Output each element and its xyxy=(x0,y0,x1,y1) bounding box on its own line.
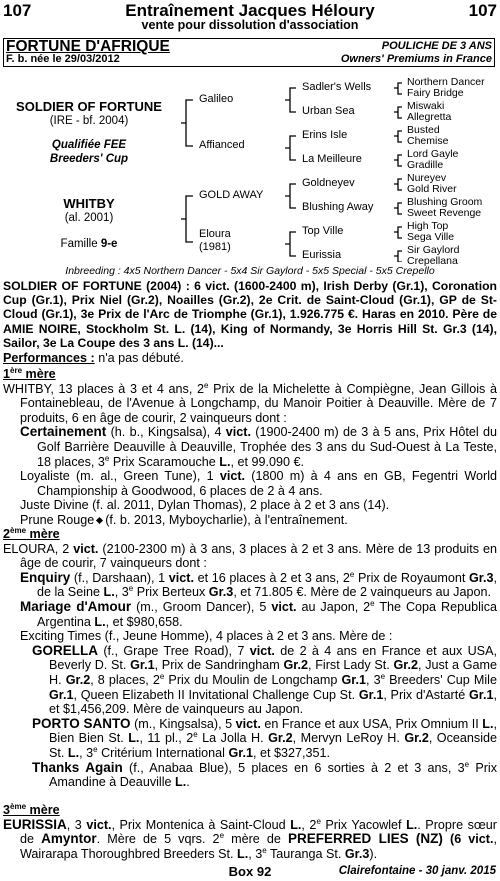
pedigree-gen4: Northern Dancer xyxy=(407,76,485,88)
produce-exciting-times: Exciting Times (f., Jeune Homme), 4 places à 2 et 3 ans. Mère de : xyxy=(20,629,393,644)
dam-origin: (al. 2001) xyxy=(64,212,114,224)
produce-porto-santo: PORTO SANTO (m., Kingsalsa), 5 vict. en France et aux USA, Prix Omnium II L., Bien Bien St. L., 11 pl., 2e La Jolla H. Gr.2, Mervyn LeRoy H. Gr.2, Oceanside St. L., 3e Critérium International Gr.1, et $327,351. xyxy=(32,715,498,760)
section-heading: 2ème mère xyxy=(3,525,60,541)
dam-paragraph: EURISSIA, 3 vict., Prix Montenica à Saint-Cloud L., 2e Prix Yacowlef L.. Propre sœur de Amyntor. Mère de 5 vqrs. 2e mère de PREFERRED LIES (NZ) (6 vict., Wairarapa Thoroughbred Breeders St. L., 3e Tauranga St. Gr.3). xyxy=(3,816,497,861)
pedigree-gen4: High Top xyxy=(407,220,449,232)
pedigree-gen2: Galileo xyxy=(199,93,234,105)
sire-qualification: Qualifiée FEE xyxy=(51,139,127,151)
pedigree-gen2: (1981) xyxy=(199,241,231,253)
sire-breeders-cup: Breeders' Cup xyxy=(49,153,129,165)
pedigree-gen2: Eloura xyxy=(199,228,231,240)
horse-name: FORTUNE D'AFRIQUE xyxy=(6,38,170,55)
produce-gorella: GORELLA (f., Grape Tree Road), 7 vict. de 2 à 4 ans en France et aux USA, Beverly D. St. Gr.1, Prix de Sandringham Gr.2, First Lady St. Gr.2, Just a Game H. Gr.2, 8 places, 2e Prix du Moulin de Longchamp Gr.1, 3e Breeders' Cup Mile Gr.1, Queen Elizabeth II Invitational Challenge Cup St. Gr.1, Prix d'Astarté Gr.1, et $1,456,209. Mère de vainqueurs au Japon. xyxy=(32,642,497,717)
page-subtitle: vente pour dissolution d'association xyxy=(141,18,359,32)
horse-birth: F. b. née le 29/03/2012 xyxy=(6,53,120,65)
inbreeding-line: Inbreeding : 4x5 Northern Dancer - 5x4 Sir Gaylord - 5x5 Special - 5x5 Crepello xyxy=(65,265,435,277)
lot-number-right: 107 xyxy=(468,1,497,20)
lot-number-left: 107 xyxy=(3,1,32,20)
pedigree-gen4: Blushing Groom xyxy=(407,196,483,208)
produce-prune-rouge: Prune Rouge (f. b. 2013, Myboycharlie), à l'entraînement. xyxy=(20,512,348,527)
pedigree-gen4: Chemise xyxy=(407,135,449,147)
produce-thanks-again: Thanks Again (f., Anabaa Blue), 5 places en 6 sorties à 2 et 3 ans, 3e Prix Amandine à Deauville L.. xyxy=(32,759,498,790)
dam-name: WHITBY xyxy=(63,196,115,211)
pedigree-gen3: Blushing Away xyxy=(302,201,374,213)
pedigree-gen3: Sadler's Wells xyxy=(302,81,372,93)
pedigree-gen4: Sir Gaylord xyxy=(407,244,460,256)
pedigree-gen4: Sweet Revenge xyxy=(407,207,482,219)
dam-paragraph: ELOURA, 2 vict. (2100-2300 m) à 3 ans, 3 places à 2 et 3 ans. Mère de 13 produits en âge de courir, 7 vainqueurs dont : xyxy=(3,541,497,571)
section-mere-1 xyxy=(3,367,497,528)
produce-juste-divine: Juste Divine (f. al. 2011, Dylan Thomas), 2 place à 2 et 3 ans (14). xyxy=(20,498,390,513)
pedigree-gen3: Urban Sea xyxy=(302,105,355,117)
pedigree-gen4: Lord Gayle xyxy=(407,148,459,160)
pedigree-gen4: Crepellana xyxy=(407,255,458,267)
pedigree-gen2: GOLD AWAY xyxy=(199,189,264,201)
sire-description: SOLDIER OF FORTUNE (2004) : 6 vict. (1600-2400 m), Irish Derby (Gr.1), Coronation Cup (Gr.1), Prix Niel (Gr.2), Noailles (Gr.2), 2e Crit. de Saint-Cloud (Gr.1), GP de St-Cloud (Gr.1), 3e Prix de l'Arc de Triomphe (Gr.1), 1.926.775 €. Haras en 2010. Père de AMIE NOIRE, Stockholm St. L. (14), King of Normandy, 3e Horris Hill St. Gr.3 (14), Sailor, 3e La Coupe des 3 ans L. (14)... xyxy=(3,279,497,350)
sale-info: Clairefontaine - 30 janv. 2015 xyxy=(338,865,496,877)
pedigree-gen3: Goldneyev xyxy=(302,177,355,189)
pedigree-gen4: Gradille xyxy=(407,159,444,171)
produce-loyaliste: Loyaliste (m. al., Green Tune), 1 vict. (1800 m) à 4 ans en GB, Fegentri World Championship à Goodwood, 6 places de 2 à 4 ans. xyxy=(20,469,498,498)
section-mere-3 xyxy=(3,803,497,861)
pedigree-gen3: Eurissia xyxy=(302,249,342,261)
pedigree-gen4: Busted xyxy=(407,124,440,136)
produce-mariage-d-amour: Mariage d'Amour (m., Groom Dancer), 5 vict. au Japon, 2e The Copa Republica Argentina L., et $980,658. xyxy=(20,598,497,629)
pedigree-gen4: Miswaki xyxy=(407,100,445,112)
pedigree-gen4: Allegretta xyxy=(407,111,452,123)
section-heading: 3ème mère xyxy=(3,801,60,817)
produce-enquiry: Enquiry (f., Darshaan), 1 vict. et 16 places à 2 et 3 ans, 2e Prix de Royaumont Gr.3, de la Seine L., 3e Prix Berteux Gr.3, et 71.805 €. Mère de 2 vainqueurs au Japon. xyxy=(20,569,497,600)
pedigree-gen2: Affianced xyxy=(199,139,245,151)
produce-certainement: Certainement (h. b., Kingsalsa), 4 vict. (1900-2400 m) de 3 à 5 ans, Prix Hôtel du Golf Barrière Deauville à Deauville, Trophée des 3 ans du Sud-Ouest à La Teste, 18 places, 3e Prix Scaramouche L., et 99.090 €. xyxy=(20,424,497,469)
horse-type: POULICHE DE 3 ANS xyxy=(381,40,492,52)
pedigree-gen4: Nureyev xyxy=(407,172,447,184)
pedigree-gen4: Gold River xyxy=(407,183,457,195)
pedigree-gen3: Erins Isle xyxy=(302,129,348,141)
box-number: Box 92 xyxy=(228,864,272,879)
page-title: Entraînement Jacques Héloury xyxy=(125,1,375,20)
sire-name: SOLDIER OF FORTUNE xyxy=(16,99,162,114)
section-mere-2 xyxy=(3,527,497,790)
pedigree-gen3: La Meilleure xyxy=(302,153,362,165)
sire-origin: (IRE - bf. 2004) xyxy=(49,115,129,127)
section-heading: 1ère mère xyxy=(3,365,56,381)
dam-family: Famille 9-e xyxy=(60,238,118,250)
pedigree-gen3: Top Ville xyxy=(302,225,344,237)
performances: Performances : n'a pas débuté. xyxy=(3,351,184,365)
pedigree-gen4: Sega Ville xyxy=(407,231,455,243)
diamond-icon xyxy=(96,517,103,524)
pedigree-gen4: Fairy Bridge xyxy=(407,87,464,99)
owners-premiums: Owners' Premiums in France xyxy=(340,53,492,65)
dam-paragraph: WHITBY, 13 places à 3 et 4 ans, 2e Prix de la Michelette à Compiègne, Jean Gillois à Fontainebleau, de l'Avenue à Longchamp, du Manoir Poitier à Deauville. Mère de 7 produits, 6 en âge de courir, 2 vainqueurs dont : xyxy=(3,380,497,425)
